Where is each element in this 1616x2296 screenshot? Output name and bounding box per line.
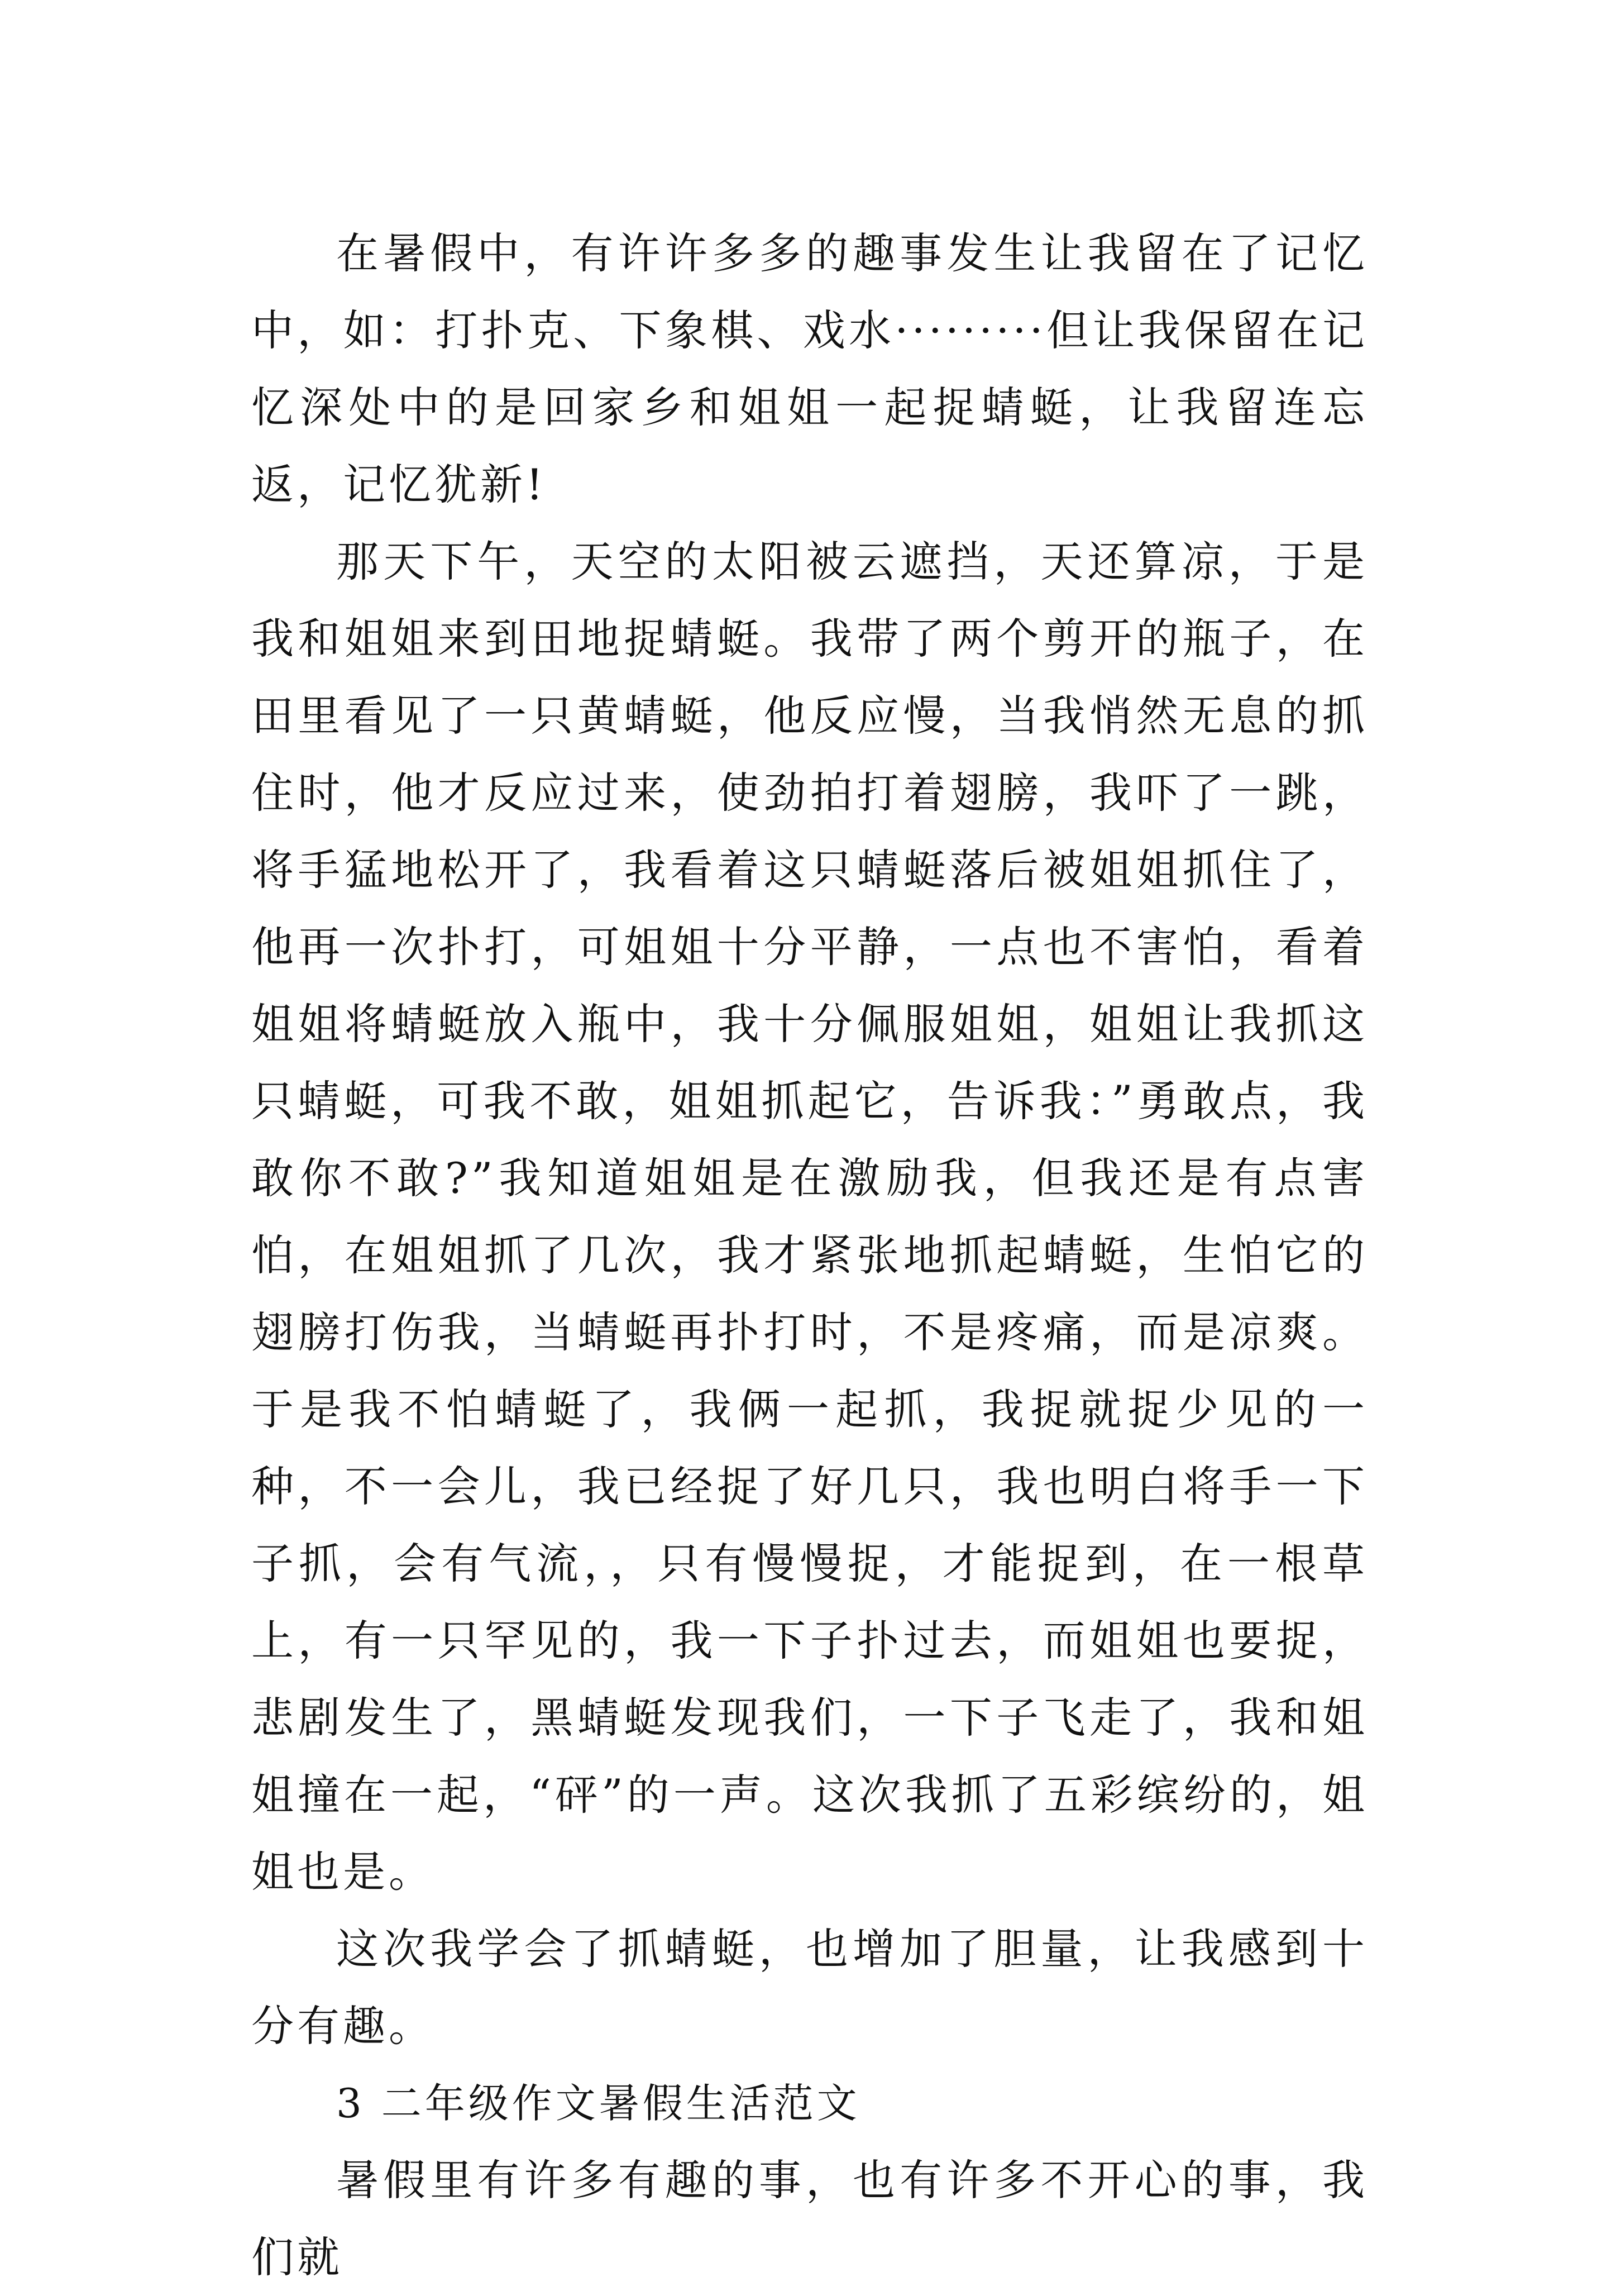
paragraph-2: 那天下午，天空的太阳被云遮挡，天还算凉，于是我和姐姐来到田地捉蜻蜓。我带了两个剪开的瓶子，在田里看见了一只黄蜻蜓，他反应慢，当我悄然无息的抓住时，他才反应过来，使劲拍打着翅膀，我吓了一跳，将手猛地松开了，我看着这只蜻蜓落后被姐姐抓住了，他再一次扑打，可姐姐十分平静，一点也不害怕，看着姐姐将蜻蜓放入瓶中，我十分佩服姐姐，姐姐让我抓这只蜻蜓，可我不敢，姐姐抓起它，告诉我：”勇敢点，我敢你不敢?”我知道姐姐是在激励我，但我还是有点害怕，在姐姐抓了几次，我才紧张地抓起蜻蜓，生怕它的翅膀打伤我，当蜻蜓再扑打时，不是疼痛，而是凉爽。于是我不怕蜻蜓了，我俩一起抓，我捉就捉少见的一种，不一会儿，我已经捉了好几只，我也明白将手一下子抓，会有气流，，只有慢慢捉，才能捉到，在一根草上，有一只罕见的，我一下子扑过去，而姐姐也要捉，悲剧发生了，黑蜻蜓发现我们，一下子飞走了，我和姐姐撞在一起，“砰”的一声。这次我抓了五彩缤纷的，姐姐也是。 xyxy=(251,537,1368,1897)
paragraph-3: 这次我学会了抓蜻蜓，也增加了胆量，让我感到十分有趣。 xyxy=(251,1924,1368,2051)
document-body xyxy=(251,215,1368,2296)
paragraph-1: 在暑假中，有许许多多的趣事发生让我留在了记忆中，如：打扑克、下象棋、戏水·········但让我保留在记忆深处中的是回家乡和姐姐一起捉蜻蜓，让我留连忘返，记忆犹新! xyxy=(251,228,1368,509)
section-heading: 3 二年级作文暑假生活范文 xyxy=(336,2080,860,2127)
paragraph-4: 暑假里有许多有趣的事，也有许多不开心的事，我们就 xyxy=(251,2155,1368,2282)
